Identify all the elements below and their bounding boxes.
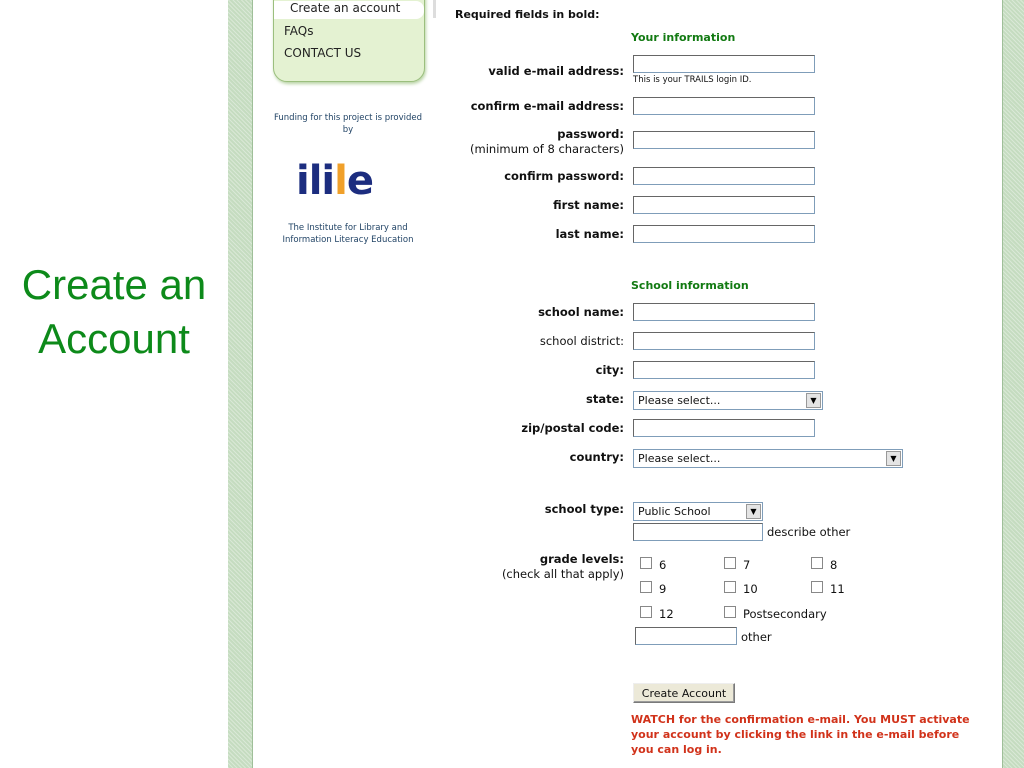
describe-other-field[interactable] (633, 523, 763, 541)
first-name-field[interactable] (633, 196, 815, 214)
required-note: Required fields in bold: (455, 8, 600, 21)
confirm-password-field[interactable] (633, 167, 815, 185)
ilile-logo: ilile (296, 158, 373, 204)
nav-item-create-account[interactable]: Create an account (290, 1, 401, 15)
country-select-value: Please select... (638, 452, 721, 465)
state-select-value: Please select... (638, 394, 721, 407)
school-name-field[interactable] (633, 303, 815, 321)
email-hint: This is your TRAILS login ID. (633, 75, 752, 85)
nav-menu (273, 0, 425, 82)
zip-field[interactable] (633, 419, 815, 437)
state-label: state: (586, 392, 624, 406)
grade-6-label: 6 (659, 558, 667, 572)
confirm-email-label: confirm e-mail address: (470, 99, 624, 113)
school-info-heading: School information (631, 279, 749, 292)
grade-11-checkbox[interactable] (811, 581, 823, 593)
first-name-label: first name: (553, 198, 624, 212)
grade-9-checkbox[interactable] (640, 581, 652, 593)
confirm-password-label: confirm password: (504, 169, 624, 183)
grade-levels-label: grade levels: (539, 552, 624, 566)
state-select[interactable] (633, 391, 823, 410)
grade-levels-note: (check all that apply) (501, 567, 624, 581)
confirmation-warning: WATCH for the confirmation e-mail. You MUST activate your account by clicking the link in the e-mail before you can log in. (631, 713, 970, 756)
institute-text: The Institute for Library and Information Literacy Education (282, 223, 414, 245)
city-field[interactable] (633, 361, 815, 379)
country-label: country: (569, 450, 624, 464)
country-select[interactable] (633, 449, 903, 468)
your-info-heading: Your information (631, 31, 736, 44)
password-note: (minimum of 8 characters) (470, 142, 624, 156)
email-field[interactable] (633, 55, 815, 73)
grade-10-checkbox[interactable] (724, 581, 736, 593)
other-grade-label: other (741, 630, 772, 644)
slide-title: Create an Account (21, 261, 207, 362)
grade-12-checkbox[interactable] (640, 606, 652, 618)
grade-7-checkbox[interactable] (724, 557, 736, 569)
nav-divider (433, 0, 436, 18)
school-district-field[interactable] (633, 332, 815, 350)
last-name-label: last name: (555, 227, 624, 241)
school-district-label: school district: (539, 334, 624, 348)
left-border-stripe (228, 0, 253, 768)
nav-item-contact-us[interactable]: CONTACT US (284, 46, 362, 60)
dropdown-arrow-icon[interactable]: ▼ (746, 504, 761, 519)
grade-8-label: 8 (830, 558, 838, 572)
other-grade-field[interactable] (635, 627, 737, 645)
password-field[interactable] (633, 131, 815, 149)
last-name-field[interactable] (633, 225, 815, 243)
grade-6-checkbox[interactable] (640, 557, 652, 569)
web-page (253, 0, 1002, 768)
nav-item-faqs[interactable]: FAQs (284, 24, 314, 38)
dropdown-arrow-icon[interactable]: ▼ (886, 451, 901, 466)
grade-11-label: 11 (830, 582, 845, 596)
confirm-email-field[interactable] (633, 97, 815, 115)
school-type-select[interactable] (633, 502, 763, 521)
grade-8-checkbox[interactable] (811, 557, 823, 569)
grade-12-label: 12 (659, 607, 674, 621)
right-border-stripe (1002, 0, 1024, 768)
email-label: valid e-mail address: (488, 64, 624, 78)
describe-other-label: describe other (767, 525, 851, 539)
grade-9-label: 9 (659, 582, 667, 596)
school-name-label: school name: (538, 305, 624, 319)
grade-7-label: 7 (743, 558, 751, 572)
postsecondary-checkbox[interactable] (724, 606, 736, 618)
school-type-label: school type: (544, 502, 624, 516)
city-label: city: (595, 363, 624, 377)
dropdown-arrow-icon[interactable]: ▼ (806, 393, 821, 408)
zip-label: zip/postal code: (521, 421, 624, 435)
password-label: password: (557, 127, 624, 141)
postsecondary-label: Postsecondary (743, 607, 827, 621)
funding-text: Funding for this project is provided by (273, 113, 423, 135)
create-account-button[interactable]: Create Account (633, 683, 735, 703)
school-type-select-value: Public School (638, 505, 711, 518)
grade-10-label: 10 (743, 582, 758, 596)
